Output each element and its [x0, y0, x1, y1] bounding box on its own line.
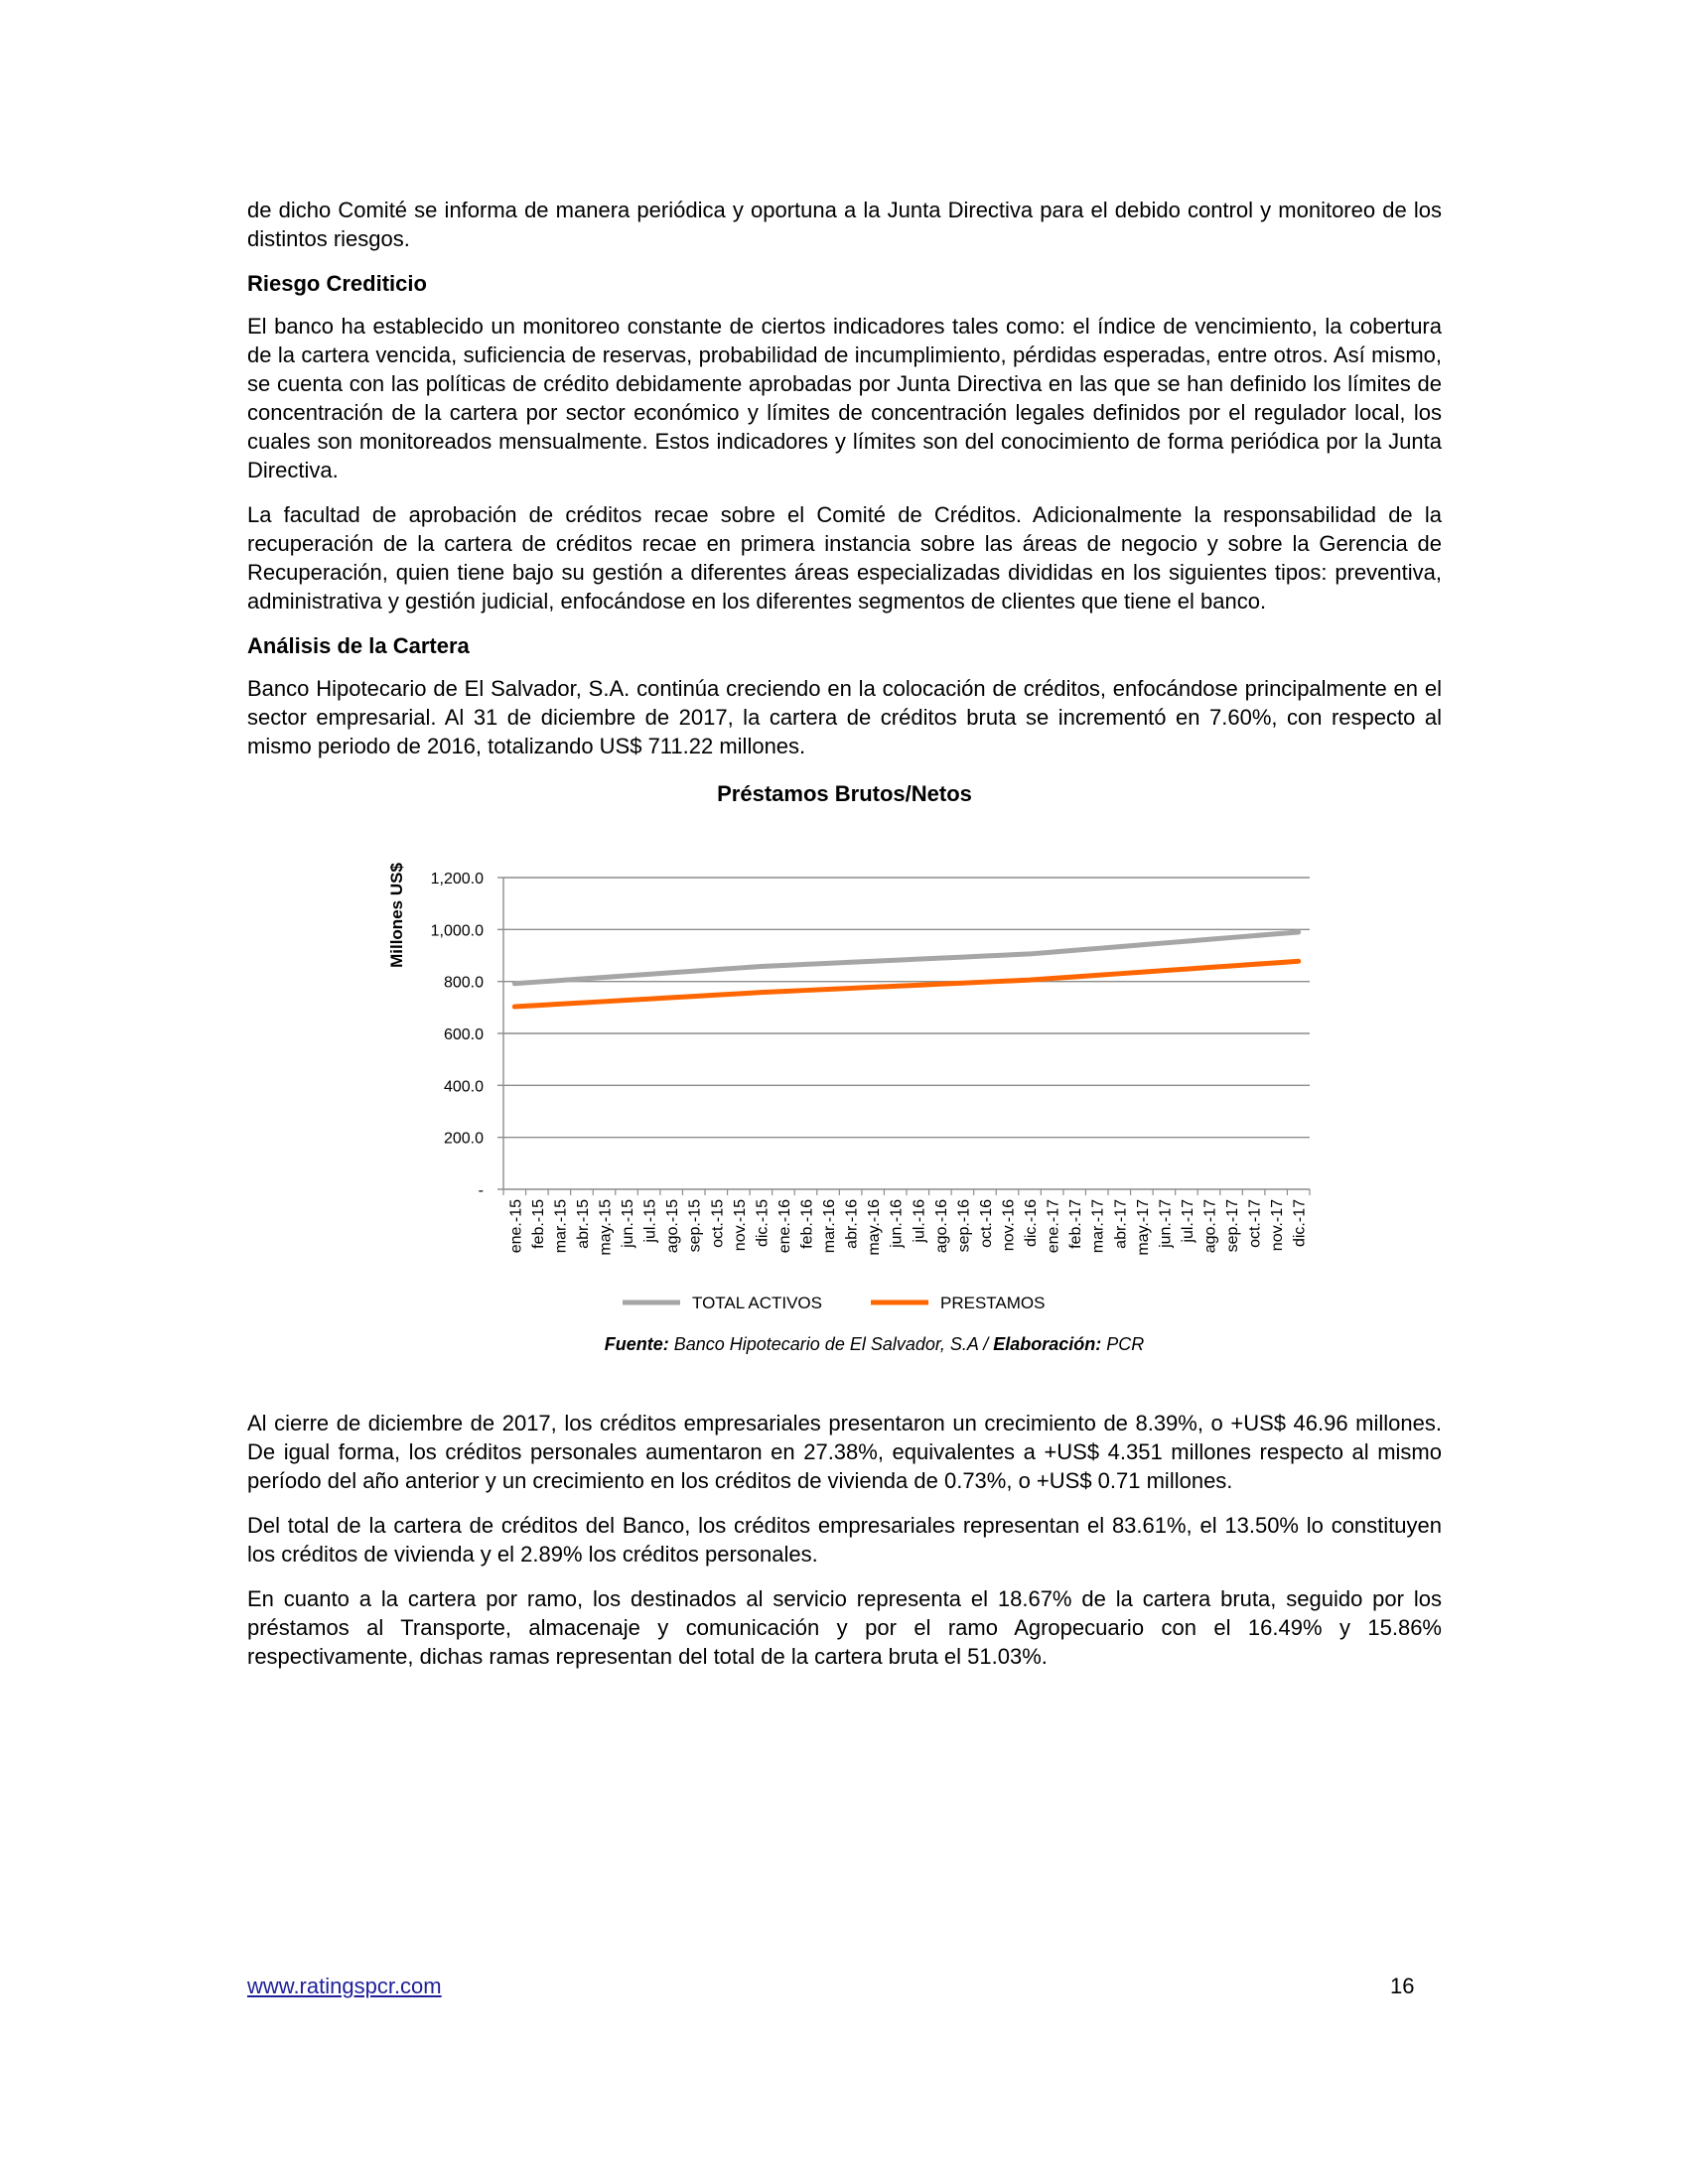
x-tick-label: jun.-17	[1157, 1199, 1175, 1248]
x-tick-label: dic.-16	[1023, 1199, 1041, 1248]
heading-analisis-cartera: Análisis de la Cartera	[247, 633, 470, 658]
x-tick-label: abr.-17	[1112, 1199, 1130, 1249]
paragraph-composicion: Del total de la cartera de créditos del Banco, los créditos empresariales representan el 83.61%, el 13.50% lo constituyen los créditos de vivienda y el 2.89% los créditos personales.	[247, 1513, 1442, 1567]
x-tick-label: may.-15	[597, 1199, 615, 1256]
x-tick-label: ago.-15	[664, 1199, 682, 1254]
x-tick-label: ago.-17	[1201, 1199, 1219, 1254]
website-link[interactable]: www.ratingspcr.com	[247, 1974, 442, 1998]
x-tick-label: mar.-16	[821, 1199, 839, 1254]
paragraph-analisis-1: Banco Hipotecario de El Salvador, S.A. continúa creciendo en la colocación de créditos, enfocándose principalmente en el sector empresarial. Al 31 de diciembre de 2017, la cartera de créditos bruta se incrementó en 7.60%, con respecto al mismo periodo de 2016, totalizando US$ 711.22 millones.	[247, 676, 1442, 758]
x-tick-label: mar.-15	[552, 1199, 570, 1254]
x-tick-label: feb.-15	[529, 1199, 547, 1249]
x-tick-label: may.-17	[1134, 1199, 1152, 1256]
x-tick-label: mar.-17	[1089, 1199, 1107, 1254]
x-tick-label: jun.-15	[620, 1199, 637, 1248]
x-tick-labels	[507, 1199, 1308, 1256]
x-tick-label: ene.-16	[775, 1199, 793, 1254]
legend-label: TOTAL ACTIVOS	[692, 1294, 822, 1312]
chart-container	[247, 776, 1442, 1355]
x-tick-label: jul.-15	[641, 1199, 659, 1243]
x-tick-label: feb.-17	[1067, 1199, 1085, 1249]
x-tick-label: sep.-15	[686, 1199, 704, 1253]
x-tick-label: oct.-15	[709, 1199, 727, 1248]
y-tick-label: 1,200.0	[430, 871, 484, 887]
x-tick-label: abr.-16	[843, 1199, 861, 1249]
paragraph-intro: de dicho Comité se informa de manera periódica y oportuna a la Junta Directiva para el debido control y monitoreo de los distintos riesgos.	[247, 198, 1442, 251]
chart-title: Préstamos Brutos/Netos	[717, 781, 972, 806]
y-tick-label: 200.0	[443, 1130, 484, 1148]
paragraph-riesgo-2: La facultad de aprobación de créditos recae sobre el Comité de Créditos. Adicionalmente la responsabilidad de la recuperación de la cartera de créditos recae en primera instancia sobre las áreas de negocio y sobre la Gerencia de Recuperación, quien tiene bajo su gestión a diferentes áreas especializadas divididas en los siguientes tipos: preventiva, administrativa y gestión judicial, enfocándose en los diferentes segmentos de clientes que tiene el banco.	[247, 502, 1442, 614]
x-tick-label: sep.-17	[1224, 1199, 1242, 1253]
x-tick-label: nov.-16	[1000, 1199, 1018, 1252]
elaboration-label: Elaboración:	[993, 1334, 1102, 1354]
y-tick-labels	[431, 871, 484, 1199]
y-tick-label: 600.0	[443, 1026, 484, 1043]
series-layer	[514, 932, 1298, 1007]
line-chart	[247, 812, 1442, 1328]
source-label: Fuente:	[604, 1334, 669, 1354]
chart-legend	[623, 1294, 1045, 1312]
grid-layer	[497, 878, 1310, 1195]
x-tick-label: jun.-16	[888, 1199, 906, 1248]
x-tick-label: ene.-15	[507, 1199, 525, 1254]
y-tick-label: -	[478, 1182, 484, 1199]
page-content	[247, 196, 1442, 1687]
x-tick-label: dic.-17	[1291, 1199, 1309, 1248]
x-tick-label: nov.-17	[1269, 1199, 1287, 1252]
x-tick-label: oct.-17	[1246, 1199, 1264, 1248]
x-tick-label: dic.-15	[754, 1199, 772, 1248]
x-tick-label: feb.-16	[798, 1199, 816, 1249]
y-axis-label: Millones US$	[387, 863, 406, 968]
series-line-total-activos	[514, 932, 1298, 984]
x-tick-label: may.-16	[866, 1199, 884, 1256]
source-text: Banco Hipotecario de El Salvador, S.A /	[668, 1334, 994, 1354]
heading-riesgo-crediticio: Riesgo Crediticio	[247, 271, 427, 296]
legend-label: PRESTAMOS	[940, 1294, 1046, 1312]
y-tick-label: 1,000.0	[430, 922, 484, 940]
chart-source	[247, 1333, 1442, 1355]
paragraph-cierre-2017: Al cierre de diciembre de 2017, los créditos empresariales presentaron un crecimiento de 8.39%, o +US$ 46.96 millones. De igual forma, los créditos personales aumentaron en 27.38%, equivalentes a +US$ 4.351 millones respecto al mismo período del año anterior y un crecimiento en los créditos de vivienda de 0.73%, o +US$ 0.71 millones.	[247, 1411, 1442, 1493]
y-tick-label: 800.0	[443, 974, 484, 992]
x-tick-label: jul.-17	[1179, 1199, 1196, 1243]
paragraph-ramo: En cuanto a la cartera por ramo, los destinados al servicio representa el 18.67% de la cartera bruta, seguido por los préstamos al Transporte, almacenaje y comunicación y por el ramo Agropecuario con el 16.49% y 15.86% respectivamente, dichas ramas representan del total de la cartera bruta el 51.03%.	[247, 1586, 1442, 1669]
elaboration-text: PCR	[1101, 1334, 1145, 1354]
page-number: 16	[1390, 1974, 1415, 1998]
series-line-prestamos	[514, 961, 1298, 1007]
x-tick-label: oct.-16	[977, 1199, 995, 1248]
x-tick-label: jul.-16	[911, 1199, 928, 1243]
x-tick-label: ene.-17	[1045, 1199, 1062, 1254]
x-tick-label: ago.-16	[932, 1199, 950, 1254]
x-tick-label: sep.-16	[955, 1199, 973, 1253]
x-tick-label: nov.-15	[731, 1199, 749, 1252]
x-tick-label: abr.-15	[574, 1199, 592, 1249]
y-tick-label: 400.0	[443, 1078, 484, 1096]
paragraph-riesgo-1: El banco ha establecido un monitoreo constante de ciertos indicadores tales como: el índice de vencimiento, la cobertura de la cartera vencida, suficiencia de reservas, probabilidad de incumplimiento, pérdidas esperadas, entre otros. Así mismo, se cuenta con las políticas de crédito debidamente aprobadas por Junta Directiva en las que se han definido los límites de concentración de la cartera por sector económico y límites de concentración legales definidos por el regulador local, los cuales son monitoreados mensualmente. Estos indicadores y límites son del conocimiento de forma periódica por la Junta Directiva.	[247, 314, 1442, 482]
